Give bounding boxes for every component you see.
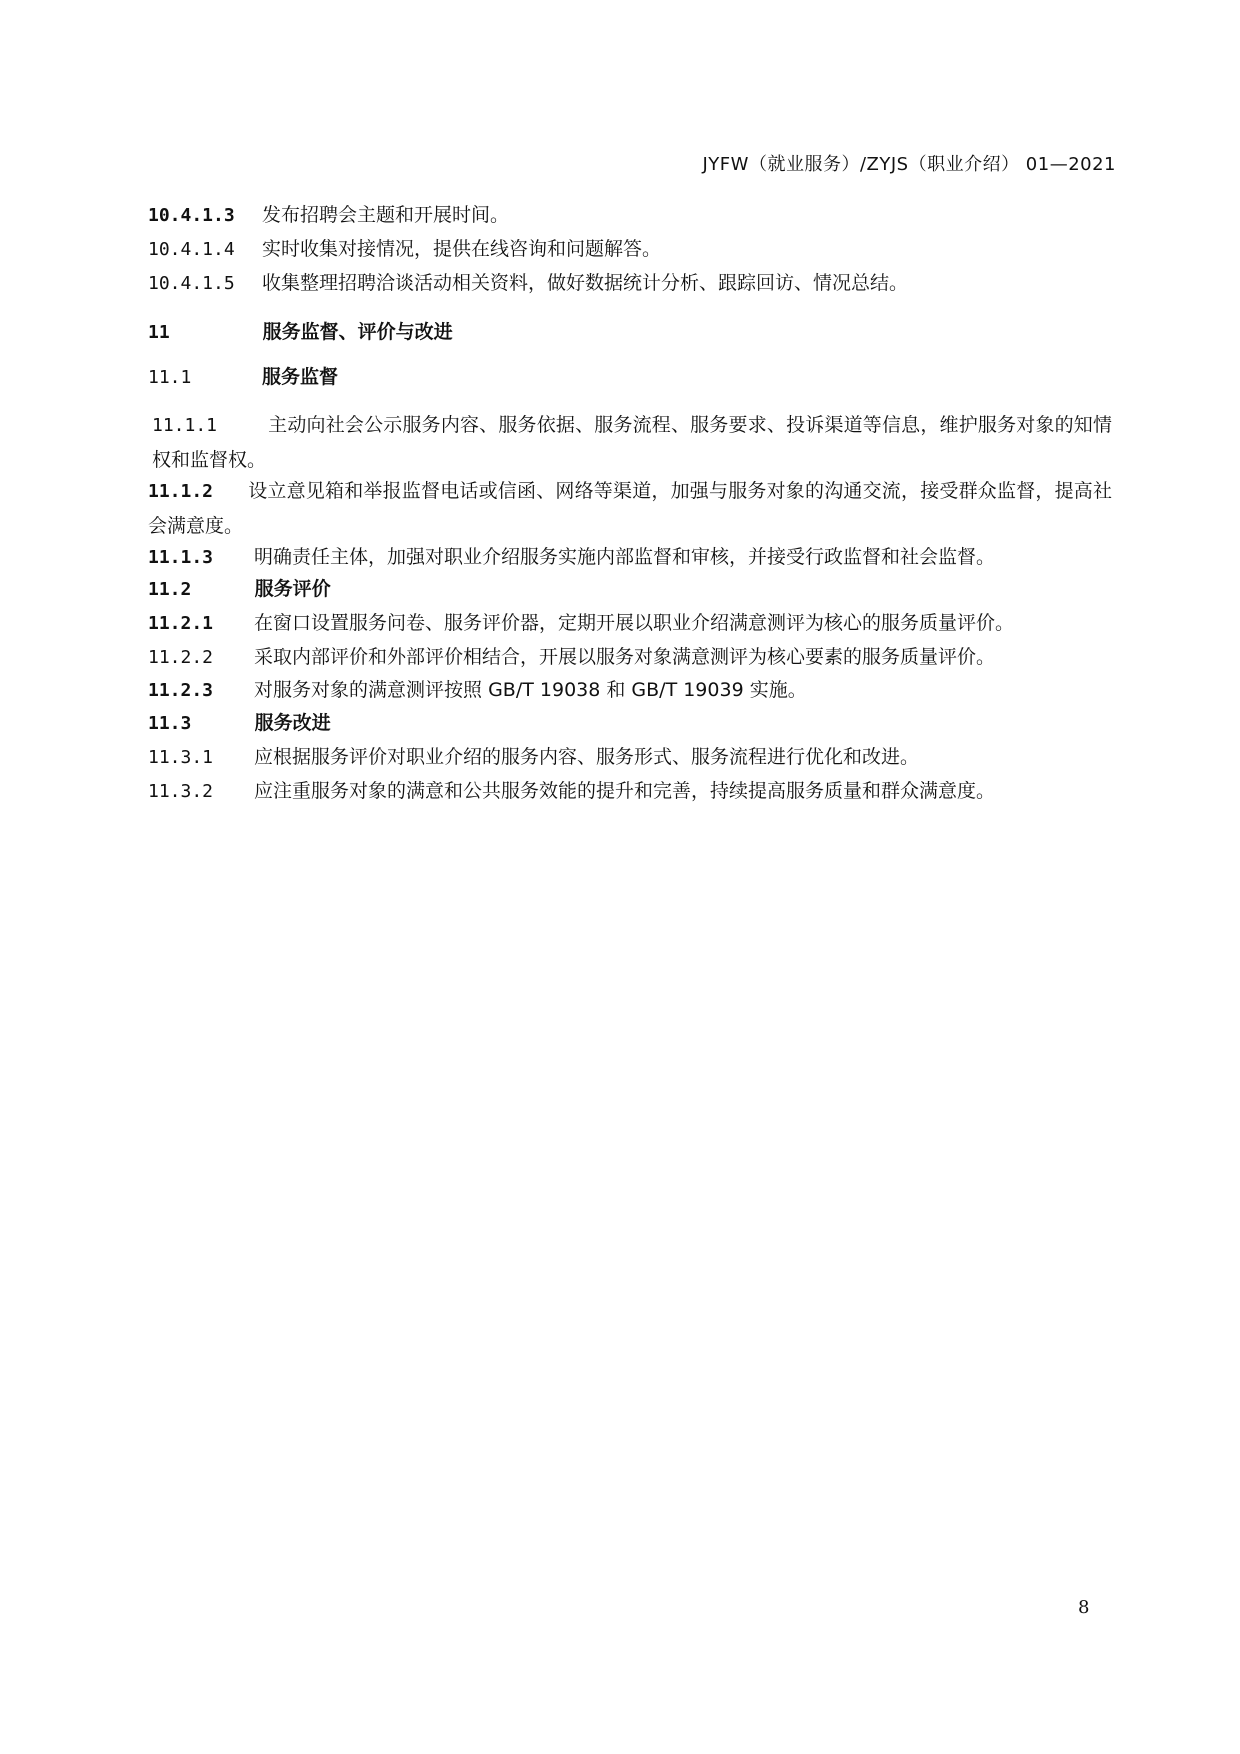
clause-text: 采取内部评价和外部评价相结合，开展以服务对象满意测评为核心要素的服务质量评价。 — [254, 646, 996, 668]
subsection-heading-11-3 — [148, 706, 331, 741]
clause-number: 10.4.1.3 — [148, 205, 235, 226]
clause-text: 设立意见箱和举报监督电话或信函、网络等渠道，加强与服务对象的沟通交流，接受群众监督，提高社会满意度。 — [148, 480, 1112, 537]
clause-11-2-3 — [148, 673, 807, 708]
clause-10-4-1-4 — [148, 232, 661, 267]
section-heading-11 — [148, 315, 453, 350]
document-code-header: JYFW（就业服务）/ZYJS（职业介绍） 01—2021 — [702, 154, 1116, 175]
clause-number: 11.2.2 — [148, 647, 214, 668]
page-number: 8 — [1078, 1597, 1090, 1618]
clause-number: 11.2.1 — [148, 613, 214, 634]
section-title: 服务监督、评价与改进 — [262, 321, 453, 343]
clause-text: 明确责任主体，加强对职业介绍服务实施内部监督和审核，并接受行政监督和社会监督。 — [254, 546, 996, 568]
clause-number: 11.1.1 — [152, 415, 218, 436]
clause-number: 10.4.1.4 — [148, 239, 235, 260]
clause-text: 实时收集对接情况，提供在线咨询和问题解答。 — [262, 238, 662, 260]
clause-text: 主动向社会公示服务内容、服务依据、服务流程、服务要求、投诉渠道等信息，维护服务对象的知情权和监督权。 — [152, 414, 1112, 471]
clause-number: 11.3.1 — [148, 747, 214, 768]
subsection-number: 11.1 — [148, 367, 192, 388]
subsection-title: 服务改进 — [254, 712, 331, 734]
clause-11-1-3 — [148, 540, 995, 575]
clause-number: 11.1.2 — [148, 481, 214, 502]
clause-text: 收集整理招聘洽谈活动相关资料，做好数据统计分析、跟踪回访、情况总结。 — [262, 272, 909, 294]
clause-11-3-1 — [148, 740, 919, 775]
clause-text: 发布招聘会主题和开展时间。 — [262, 204, 510, 226]
subsection-heading-11-1 — [148, 360, 338, 395]
clause-11-2-1 — [148, 606, 1014, 641]
clause-11-3-2 — [148, 774, 995, 809]
clause-11-2-2 — [148, 640, 995, 675]
clause-10-4-1-5 — [148, 266, 908, 301]
clause-number: 11.2.3 — [148, 680, 214, 701]
clause-number: 11.1.3 — [148, 547, 214, 568]
subsection-number: 11.2 — [148, 579, 192, 600]
clause-11-1-1 — [152, 408, 1112, 477]
clause-text: 应注重服务对象的满意和公共服务效能的提升和完善，持续提高服务质量和群众满意度。 — [254, 780, 996, 802]
subsection-title: 服务评价 — [254, 578, 331, 600]
clause-text: 对服务对象的满意测评按照 GB/T 19038 和 GB/T 19039 实施。 — [254, 679, 807, 701]
clause-10-4-1-3 — [148, 198, 509, 233]
subsection-heading-11-2 — [148, 572, 331, 607]
clause-text: 在窗口设置服务问卷、服务评价器，定期开展以职业介绍满意测评为核心的服务质量评价。 — [254, 612, 1015, 634]
section-number: 11 — [148, 322, 170, 343]
clause-text: 应根据服务评价对职业介绍的服务内容、服务形式、服务流程进行优化和改进。 — [254, 746, 920, 768]
clause-number: 11.3.2 — [148, 781, 214, 802]
clause-11-1-2 — [148, 474, 1112, 543]
clause-number: 10.4.1.5 — [148, 273, 235, 294]
subsection-title: 服务监督 — [262, 366, 339, 388]
subsection-number: 11.3 — [148, 713, 192, 734]
